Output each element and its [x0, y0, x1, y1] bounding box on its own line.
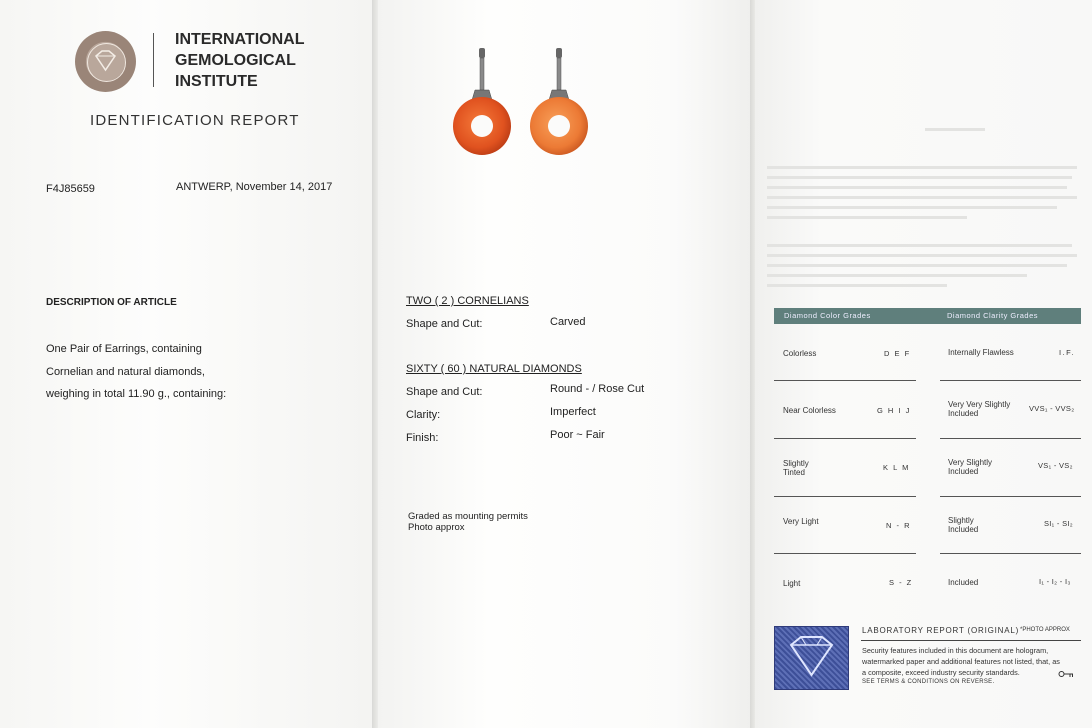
clarity-grade-name: Internally Flawless [948, 348, 1014, 357]
institute-name: INTERNATIONAL GEMOLOGICAL INSTITUTE [175, 31, 305, 90]
diamond-shape-value: Round - / Rose Cut [550, 383, 645, 395]
color-grade-value: G H I J [877, 406, 911, 415]
photo-note: Photo approx [408, 522, 465, 533]
clarity-grade-value: VVS₁ - VVS₂ [1029, 404, 1075, 413]
security-text-line: Security features included in this document are hologram, [862, 646, 1049, 655]
cornelians-title: TWO ( 2 ) CORNELIANS [406, 295, 529, 307]
clarity-grade-name: Slightly Included [948, 516, 979, 534]
hologram-diamond-icon [774, 626, 849, 690]
color-grade-value: N - R [886, 521, 911, 530]
clarity-grade-name: Very Very Slightly Included [948, 400, 1011, 418]
color-grade-name: Light [783, 579, 801, 588]
description-title: DESCRIPTION OF ARTICLE [46, 297, 177, 308]
report-middle-panel [378, 0, 750, 728]
color-grade-name: Near Colorless [783, 406, 836, 415]
diamonds-title: SIXTY ( 60 ) NATURAL DIAMONDS [406, 363, 582, 375]
clarity-grade-name: Included [948, 578, 979, 587]
cornelian-shape-value: Carved [550, 316, 586, 328]
place-date: ANTWERP, November 14, 2017 [176, 181, 333, 193]
diamond-shape-label: Shape and Cut: [406, 386, 483, 398]
description-line: weighing in total 11.90 g., containing: [46, 388, 227, 400]
grading-note: Graded as mounting permits [408, 511, 528, 522]
security-text-line: watermarked paper and additional features not listed, that, as [862, 657, 1060, 666]
lab-rule [861, 640, 1081, 641]
color-grade-name: Slightly Tinted [783, 459, 809, 477]
diamond-finish-label: Finish: [406, 432, 439, 444]
igi-seal-icon [75, 31, 136, 92]
clarity-grade-value: I.F. [1059, 348, 1076, 357]
color-grades-header: Diamond Color Grades [784, 311, 871, 320]
color-grade-name: Colorless [783, 349, 817, 358]
report-title: IDENTIFICATION REPORT [90, 112, 300, 129]
diamond-finish-value: Poor ~ Fair [550, 429, 605, 441]
clarity-grade-value: I₁ - I₂ - I₃ [1039, 577, 1071, 586]
report-number: F4J85659 [46, 183, 95, 195]
color-grade-value: S - Z [889, 578, 913, 587]
diamond-clarity-label: Clarity: [406, 409, 441, 421]
logo-divider [153, 33, 154, 87]
clarity-grade-value: VS₁ - VS₂ [1038, 461, 1073, 470]
description-line: Cornelian and natural diamonds, [46, 366, 205, 378]
security-text-line: a composite, exceed industry security standards. [862, 668, 1020, 677]
lab-report-title: LABORATORY REPORT (ORIGINAL) [862, 626, 1020, 635]
lab-photo-note: *PHOTO APPROX [1020, 627, 1070, 633]
color-grade-value: K L M [883, 463, 910, 472]
clarity-grade-value: SI₁ - SI₂ [1044, 519, 1073, 528]
color-grade-name: Very Light [783, 517, 819, 526]
earrings-photo [448, 42, 598, 162]
clarity-grades-header: Diamond Clarity Grades [947, 311, 1039, 320]
diamond-clarity-value: Imperfect [550, 406, 596, 418]
grades-table-header [774, 308, 1081, 324]
key-icon [1058, 670, 1074, 678]
report-right-panel [755, 0, 1092, 728]
description-line: One Pair of Earrings, containing [46, 343, 202, 355]
clarity-grade-name: Very Slightly Included [948, 458, 993, 476]
report-left-panel [0, 0, 372, 728]
color-grade-value: D E F [884, 349, 911, 358]
terms-link: SEE TERMS & CONDITIONS ON REVERSE. [862, 679, 995, 685]
cornelian-shape-label: Shape and Cut: [406, 318, 483, 330]
